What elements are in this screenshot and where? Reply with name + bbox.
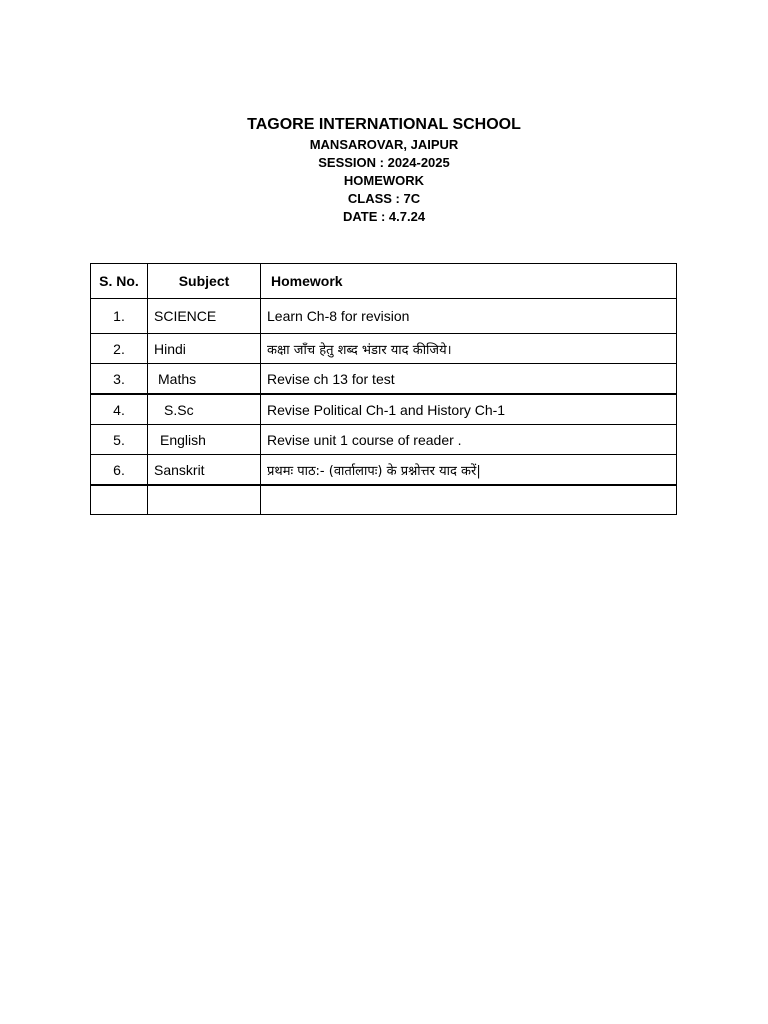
row-homework: प्रथमः पाठ:- (वार्तालापः) के प्रश्नोत्तर याद करें| [261,455,677,486]
empty-cell [91,485,148,515]
row-sno: 6. [91,455,148,486]
row-sno: 5. [91,425,148,455]
table-row [91,299,677,334]
empty-cell [261,485,677,515]
school-location: MANSAROVAR, JAIPUR [309,137,459,152]
table-row [91,425,677,455]
empty-cell [148,485,261,515]
row-homework: कक्षा जाँच हेतु शब्द भंडार याद कीजिये। [261,334,677,364]
row-subject: Sanskrit [148,455,261,486]
table-row [91,364,677,395]
column-header-homework: Homework [261,264,677,299]
row-homework: Revise unit 1 course of reader . [261,425,677,455]
table-row [91,394,677,425]
row-subject: S.Sc [148,394,261,425]
table-row [91,334,677,364]
row-sno: 1. [91,299,148,334]
row-homework: Learn Ch-8 for revision [261,299,677,334]
row-subject: English [148,425,261,455]
column-header-sno: S. No. [91,264,148,299]
row-subject: SCIENCE [148,299,261,334]
table-row-empty [91,485,677,515]
row-homework: Revise Political Ch-1 and History Ch-1 [261,394,677,425]
row-subject: Maths [148,364,261,395]
table-header-row [91,264,677,299]
row-sno: 3. [91,364,148,395]
session-line: SESSION : 2024-2025 [318,155,450,170]
homework-table [90,263,677,515]
school-name: TAGORE INTERNATIONAL SCHOOL [247,116,521,133]
row-subject: Hindi [148,334,261,364]
date-line: DATE : 4.7.24 [342,209,426,224]
row-homework: Revise ch 13 for test [261,364,677,395]
column-header-subject: Subject [148,264,261,299]
row-sno: 2. [91,334,148,364]
class-line: CLASS : 7C [347,191,421,206]
document-header [0,114,768,226]
document-type: HOMEWORK [343,173,425,188]
row-sno: 4. [91,394,148,425]
table-row [91,455,677,486]
